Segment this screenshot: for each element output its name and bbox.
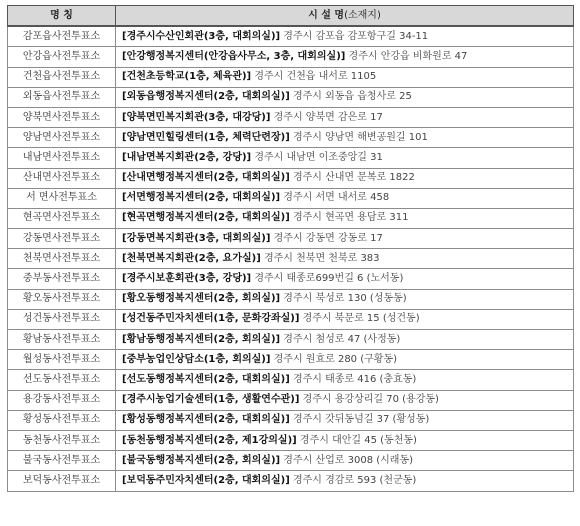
station-facility-cell — [116, 390, 574, 410]
facility-name: [현곡면행정복지센터(2층, 대회의실)] — [122, 212, 290, 224]
station-facility-cell — [116, 26, 574, 47]
table-row — [8, 269, 574, 289]
facility-address: 경주시 양북면 감은로 17 — [273, 111, 383, 123]
table-row — [8, 309, 574, 329]
facility-name: [경주시수산인회관(3층, 대회의실)] — [122, 30, 281, 42]
header-facility — [116, 6, 574, 27]
facility-address: 경주시 양남면 해변공원길 101 — [292, 131, 428, 143]
facility-name: [경주시보훈회관(3층, 강당)] — [122, 273, 252, 285]
facility-name: [성건동주민자치센터(1층, 문화강좌실)] — [122, 313, 300, 325]
facility-address: 경주시 태종로 416 (충효동) — [292, 373, 417, 385]
station-facility-cell — [116, 289, 574, 309]
station-facility-cell — [116, 148, 574, 168]
station-facility-cell — [116, 249, 574, 269]
facility-name: [외동읍행정복지센터(2층, 대회의실)] — [122, 91, 290, 103]
facility-name: [안강행정복지센터(안강읍사무소, 3층, 대회의실)] — [122, 50, 346, 62]
station-name: 보덕동사전투표소 — [8, 471, 116, 491]
table-row — [8, 451, 574, 471]
facility-name: [황오동행정복지센터(2층, 회의실)] — [122, 293, 281, 305]
table-row — [8, 410, 574, 430]
station-name: 안강읍사전투표소 — [8, 47, 116, 67]
table-row — [8, 370, 574, 390]
facility-address: 경주시 건천읍 내서로 1105 — [254, 71, 377, 83]
station-facility-cell — [116, 370, 574, 390]
table-row — [8, 148, 574, 168]
table-row — [8, 168, 574, 188]
station-facility-cell — [116, 87, 574, 107]
facility-address: 경주시 서면 내서로 458 — [283, 192, 390, 204]
facility-address: 경주시 첨성로 47 (사정동) — [283, 333, 401, 345]
station-name: 성건동사전투표소 — [8, 309, 116, 329]
facility-address: 경주시 감포읍 감포항구길 34-11 — [283, 30, 429, 42]
table-row — [8, 471, 574, 491]
facility-address: 경주시 북성로 130 (성동동) — [283, 293, 407, 305]
station-facility-cell — [116, 350, 574, 370]
facility-address: 경주시 외동읍 읍청사로 25 — [292, 91, 412, 103]
facility-address: 경주시 산업로 3008 (시래동) — [283, 454, 414, 466]
facility-name: [서면행정복지센터(2층, 대회의실)] — [122, 192, 281, 204]
facility-name: [황성동행정복지센터(2층, 대회의실)] — [122, 414, 290, 426]
station-name: 동천동사전투표소 — [8, 430, 116, 450]
facility-name: [동천동행정복지센터(2층, 제1강의실)] — [122, 434, 297, 446]
station-name: 건천읍사전투표소 — [8, 67, 116, 87]
station-name: 현곡면사전투표소 — [8, 208, 116, 228]
station-name: 중부동사전투표소 — [8, 269, 116, 289]
station-name: 강동면사전투표소 — [8, 229, 116, 249]
facility-address: 경주시 천북면 천북로 383 — [263, 252, 380, 264]
station-facility-cell — [116, 229, 574, 249]
facility-name: [중부농업인상담소(1층, 회의실)] — [122, 353, 271, 365]
facility-name: [불국동행정복지센터(2층, 회의실)] — [122, 454, 281, 466]
station-facility-cell — [116, 309, 574, 329]
station-name: 불국동사전투표소 — [8, 451, 116, 471]
header-facility-sub: (소재지) — [344, 9, 381, 21]
station-name: 황오동사전투표소 — [8, 289, 116, 309]
station-name: 천북면사전투표소 — [8, 249, 116, 269]
table-row — [8, 430, 574, 450]
station-name: 서 면사전투표소 — [8, 188, 116, 208]
facility-address: 경주시 대안길 45 (동천동) — [299, 434, 417, 446]
table-body — [8, 26, 574, 491]
facility-name: [건천초등학교(1층, 체육관)] — [122, 71, 252, 83]
station-facility-cell — [116, 451, 574, 471]
facility-address: 경주시 용강상리길 70 (용강동) — [302, 394, 439, 406]
facility-name: [양남면민힐링센터(1층, 체력단련장)] — [122, 131, 290, 143]
table-row — [8, 26, 574, 47]
table-row — [8, 188, 574, 208]
facility-name: [황남동행정복지센터(2층, 회의실)] — [122, 333, 281, 345]
station-facility-cell — [116, 269, 574, 289]
station-facility-cell — [116, 430, 574, 450]
table-row — [8, 208, 574, 228]
station-facility-cell — [116, 107, 574, 127]
station-name: 내남면사전투표소 — [8, 148, 116, 168]
header-facility-main: 시 설 명 — [308, 9, 345, 21]
polling-station-table — [7, 5, 574, 492]
station-facility-cell — [116, 330, 574, 350]
table-row — [8, 350, 574, 370]
facility-address: 경주시 경감로 593 (천군동) — [292, 474, 417, 486]
facility-name: [보덕동주민자치센터(2층, 대회의실)] — [122, 474, 290, 486]
station-name: 양북면사전투표소 — [8, 107, 116, 127]
facility-name: [선도동행정복지센터(2층, 대회의실)] — [122, 373, 290, 385]
station-facility-cell — [116, 168, 574, 188]
facility-address: 경주시 태종로699번길 6 (노서동) — [254, 273, 404, 285]
table-row — [8, 87, 574, 107]
station-name: 외동읍사전투표소 — [8, 87, 116, 107]
station-name: 선도동사전투표소 — [8, 370, 116, 390]
table-row — [8, 390, 574, 410]
facility-name: [천북면복지회관(2층, 요가실)] — [122, 252, 261, 264]
facility-address: 경주시 강동면 강동로 17 — [273, 232, 383, 244]
facility-address: 경주시 안강읍 비화원로 47 — [348, 50, 468, 62]
station-facility-cell — [116, 208, 574, 228]
facility-address: 경주시 갓뒤동넘길 37 (황성동) — [292, 414, 430, 426]
facility-name: [강동면복지회관(3층, 대회의실)] — [122, 232, 271, 244]
station-facility-cell — [116, 188, 574, 208]
table-row — [8, 67, 574, 87]
facility-name: [양북면민복지회관(3층, 대강당)] — [122, 111, 271, 123]
table-row — [8, 289, 574, 309]
table-header-row — [8, 6, 574, 27]
table-row — [8, 229, 574, 249]
table-row — [8, 107, 574, 127]
polling-station-table-container — [7, 5, 573, 492]
station-name: 황성동사전투표소 — [8, 410, 116, 430]
facility-address: 경주시 현곡면 용담로 311 — [292, 212, 409, 224]
facility-name: [내남면복지회관(2층, 강당)] — [122, 151, 252, 163]
station-name: 산내면사전투표소 — [8, 168, 116, 188]
table-row — [8, 128, 574, 148]
station-facility-cell — [116, 128, 574, 148]
station-facility-cell — [116, 471, 574, 491]
facility-address: 경주시 원효로 280 (구황동) — [273, 353, 398, 365]
station-name: 월성동사전투표소 — [8, 350, 116, 370]
facility-address: 경주시 북문로 15 (성건동) — [302, 313, 420, 325]
facility-name: [경주시농업기술센터(1층, 생활연수관)] — [122, 394, 300, 406]
table-row — [8, 47, 574, 67]
station-facility-cell — [116, 67, 574, 87]
station-name: 황남동사전투표소 — [8, 330, 116, 350]
station-facility-cell — [116, 410, 574, 430]
header-name: 명 칭 — [8, 6, 116, 27]
station-name: 양남면사전투표소 — [8, 128, 116, 148]
table-row — [8, 330, 574, 350]
station-name: 용강동사전투표소 — [8, 390, 116, 410]
table-row — [8, 249, 574, 269]
station-facility-cell — [116, 47, 574, 67]
station-name: 감포읍사전투표소 — [8, 26, 116, 47]
facility-address: 경주시 산내면 문복로 1822 — [292, 172, 415, 184]
facility-name: [산내면행정복지센터(2층, 대회의실)] — [122, 172, 290, 184]
facility-address: 경주시 내남면 이조중앙길 31 — [254, 151, 383, 163]
